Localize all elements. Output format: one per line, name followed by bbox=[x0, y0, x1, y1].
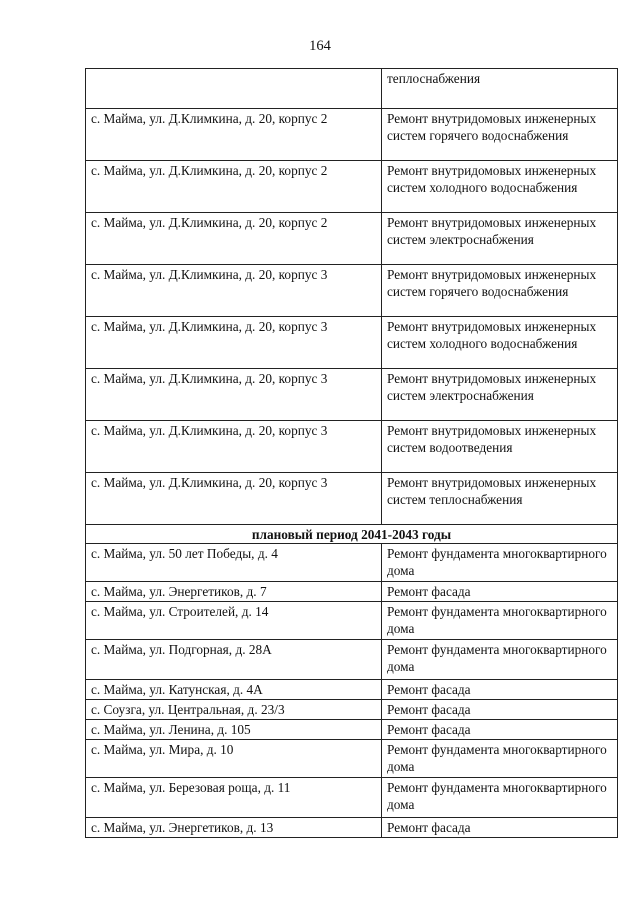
address-cell: с. Майма, ул. Д.Климкина, д. 20, корпус 2 bbox=[86, 213, 382, 265]
address-cell: с. Майма, ул. Д.Климкина, д. 20, корпус 3 bbox=[86, 473, 382, 525]
work-cell: Ремонт внутридомовых инженерных систем горячего водоснабжения bbox=[382, 109, 618, 161]
work-cell: Ремонт внутридомовых инженерных систем водоотведения bbox=[382, 421, 618, 473]
table-row bbox=[86, 473, 618, 525]
table-body-bottom bbox=[86, 544, 618, 838]
address-cell: с. Майма, ул. Ленина, д. 105 bbox=[86, 720, 382, 740]
table-body-top bbox=[86, 69, 618, 525]
table-row bbox=[86, 69, 618, 109]
works-table bbox=[85, 68, 618, 838]
address-cell bbox=[86, 69, 382, 109]
table-row bbox=[86, 161, 618, 213]
address-cell: с. Майма, ул. Д.Климкина, д. 20, корпус 3 bbox=[86, 369, 382, 421]
work-cell: Ремонт фасада bbox=[382, 700, 618, 720]
table-row bbox=[86, 818, 618, 838]
work-cell: Ремонт фасада bbox=[382, 720, 618, 740]
section-header-row bbox=[86, 525, 618, 544]
address-cell: с. Майма, ул. Энергетиков, д. 7 bbox=[86, 582, 382, 602]
address-cell: с. Майма, ул. Подгорная, д. 28А bbox=[86, 640, 382, 680]
table-row bbox=[86, 213, 618, 265]
table-row bbox=[86, 317, 618, 369]
address-cell: с. Соузга, ул. Центральная, д. 23/3 bbox=[86, 700, 382, 720]
address-cell: с. Майма, ул. Д.Климкина, д. 20, корпус 3 bbox=[86, 317, 382, 369]
work-cell: Ремонт фасада bbox=[382, 818, 618, 838]
work-cell: Ремонт внутридомовых инженерных систем холодного водоснабжения bbox=[382, 317, 618, 369]
table-section bbox=[86, 525, 618, 544]
work-cell: Ремонт фундамента многоквартирного дома bbox=[382, 740, 618, 778]
work-cell: Ремонт фасада bbox=[382, 680, 618, 700]
address-cell: с. Майма, ул. Катунская, д. 4А bbox=[86, 680, 382, 700]
address-cell: с. Майма, ул. Д.Климкина, д. 20, корпус 3 bbox=[86, 421, 382, 473]
work-cell: Ремонт внутридомовых инженерных систем холодного водоснабжения bbox=[382, 161, 618, 213]
table-row bbox=[86, 421, 618, 473]
work-cell: Ремонт фундамента многоквартирного дома bbox=[382, 602, 618, 640]
work-cell: Ремонт фасада bbox=[382, 582, 618, 602]
table-row bbox=[86, 602, 618, 640]
table-row bbox=[86, 369, 618, 421]
section-header: плановый период 2041-2043 годы bbox=[86, 525, 618, 544]
address-cell: с. Майма, ул. Энергетиков, д. 13 bbox=[86, 818, 382, 838]
address-cell: с. Майма, ул. Д.Климкина, д. 20, корпус 3 bbox=[86, 265, 382, 317]
work-cell: Ремонт внутридомовых инженерных систем электроснабжения bbox=[382, 213, 618, 265]
work-cell: Ремонт фундамента многоквартирного дома bbox=[382, 544, 618, 582]
table-row bbox=[86, 265, 618, 317]
table-row bbox=[86, 778, 618, 818]
table-row bbox=[86, 109, 618, 161]
work-cell: Ремонт фундамента многоквартирного дома bbox=[382, 778, 618, 818]
work-cell: Ремонт фундамента многоквартирного дома bbox=[382, 640, 618, 680]
address-cell: с. Майма, ул. Березовая роща, д. 11 bbox=[86, 778, 382, 818]
address-cell: с. Майма, ул. Д.Климкина, д. 20, корпус 2 bbox=[86, 109, 382, 161]
work-cell: Ремонт внутридомовых инженерных систем горячего водоснабжения bbox=[382, 265, 618, 317]
address-cell: с. Майма, ул. Д.Климкина, д. 20, корпус 2 bbox=[86, 161, 382, 213]
work-cell: Ремонт внутридомовых инженерных систем электроснабжения bbox=[382, 369, 618, 421]
table-row bbox=[86, 720, 618, 740]
table-row bbox=[86, 640, 618, 680]
address-cell: с. Майма, ул. Строителей, д. 14 bbox=[86, 602, 382, 640]
table-row bbox=[86, 700, 618, 720]
table-row bbox=[86, 680, 618, 700]
page-number: 164 bbox=[309, 38, 331, 54]
work-cell: теплоснабжения bbox=[382, 69, 618, 109]
work-cell: Ремонт внутридомовых инженерных систем теплоснабжения bbox=[382, 473, 618, 525]
table-row bbox=[86, 740, 618, 778]
address-cell: с. Майма, ул. Мира, д. 10 bbox=[86, 740, 382, 778]
table-row bbox=[86, 582, 618, 602]
table-row bbox=[86, 544, 618, 582]
address-cell: с. Майма, ул. 50 лет Победы, д. 4 bbox=[86, 544, 382, 582]
